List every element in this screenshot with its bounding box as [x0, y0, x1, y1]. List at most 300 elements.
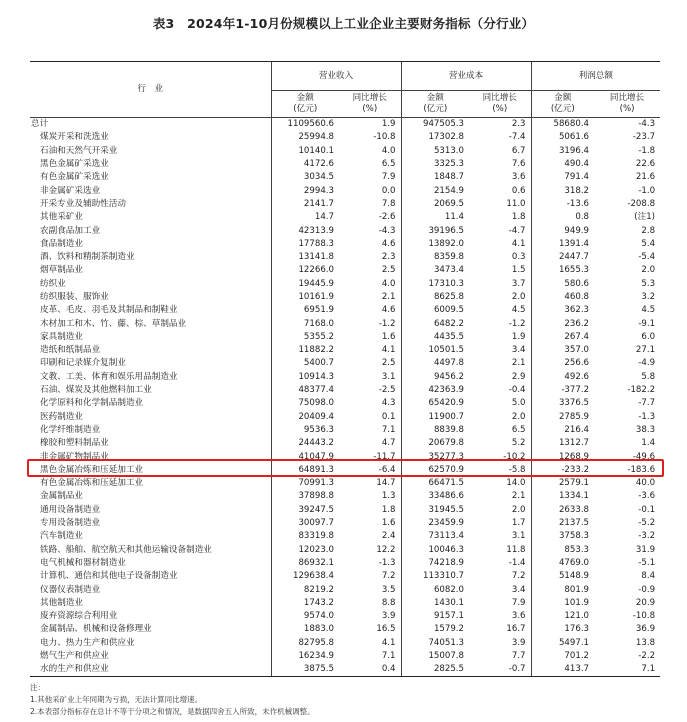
cell-name: 其他制造业: [40, 597, 83, 608]
cell-cost-g: -5.8: [508, 464, 526, 475]
cell-rev-g: -2.6: [378, 212, 396, 223]
cell-cost-g: 3.4: [511, 345, 526, 356]
cell-profit-g: -5.4: [638, 252, 656, 263]
cell-rev: 12266.0: [271, 264, 339, 277]
cell-profit: 318.2: [531, 184, 594, 197]
cost-growth-header: 同比增长 (%): [469, 91, 531, 118]
cost-amount-header: 金额 (亿元): [401, 91, 469, 118]
cell-name: 皮革、毛皮、羽毛及其制品和制鞋业: [40, 305, 178, 316]
cell-cost-g: 3.6: [511, 611, 526, 622]
table-body: [30, 118, 660, 677]
cell-cost: 947505.3: [401, 118, 469, 132]
cell-profit-g: 40.0: [635, 478, 656, 489]
table-row: [30, 517, 660, 530]
cell-name: 汽车制造业: [40, 531, 83, 542]
cell-profit: -377.2: [531, 384, 594, 397]
cell-cost-g: 1.7: [511, 518, 526, 529]
table-row: [30, 211, 660, 224]
table-row: [30, 278, 660, 291]
table-row: [30, 304, 660, 317]
cell-cost-g: 4.1: [511, 238, 526, 249]
cell-rev: 25994.8: [271, 131, 339, 144]
table-row: [30, 411, 660, 424]
cell-name: 烟草制品业: [40, 265, 83, 276]
cell-cost-g: -10.2: [503, 451, 526, 462]
table-row: [30, 530, 660, 543]
cell-cost: 10046.3: [401, 544, 469, 557]
cost-header: 营业成本: [401, 62, 531, 91]
footnote-label: 注：: [30, 683, 45, 692]
cell-cost-g: 6.5: [511, 424, 526, 435]
cell-rev-g: 4.0: [381, 278, 396, 289]
cell-rev: 2141.7: [271, 198, 339, 211]
cell-profit: 701.2: [531, 650, 594, 663]
cell-rev-g: 1.3: [381, 491, 396, 502]
cell-rev-g: 2.4: [381, 531, 396, 542]
cell-cost-g: 0.3: [511, 252, 526, 263]
cell-rev-g: 3.1: [381, 371, 396, 382]
cell-profit: 2785.9: [531, 411, 594, 424]
cell-cost-g: 3.6: [511, 172, 526, 183]
cell-rev: 129638.4: [271, 570, 339, 583]
cell-profit: 853.3: [531, 544, 594, 557]
cell-rev-g: 1.6: [381, 331, 396, 342]
cell-name: 造纸和纸制品业: [40, 345, 101, 356]
cell-profit-g: 13.8: [635, 637, 656, 648]
cell-profit-g: -0.1: [638, 504, 656, 515]
cell-rev: 11882.2: [271, 344, 339, 357]
cell-profit: 2579.1: [531, 477, 594, 490]
cell-rev-g: 14.7: [376, 478, 396, 489]
cell-rev: 19445.9: [271, 278, 339, 291]
cell-rev-g: 8.8: [381, 597, 396, 608]
cell-profit-g: -3.2: [638, 531, 656, 542]
cell-rev-g: 1.8: [381, 504, 396, 515]
cell-name: 化学原料和化学制品制造业: [40, 398, 144, 409]
cell-cost-g: 7.7: [511, 651, 526, 662]
cell-profit-g: 20.9: [635, 597, 656, 608]
cell-name: 有色金属矿采选业: [40, 172, 109, 183]
cell-cost: 1848.7: [401, 171, 469, 184]
cell-cost: 10501.5: [401, 344, 469, 357]
cell-rev-g: -4.3: [378, 225, 396, 236]
cell-cost-g: 14.0: [506, 478, 526, 489]
cell-rev: 75098.0: [271, 397, 339, 410]
cell-name: 金属制品业: [40, 491, 83, 502]
profit-amount-header: 金额 (亿元): [531, 91, 594, 118]
cell-rev: 6951.9: [271, 304, 339, 317]
cell-profit: 2633.8: [531, 504, 594, 517]
cell-rev: 9574.0: [271, 610, 339, 623]
table-row: [30, 610, 660, 623]
cell-rev: 10161.9: [271, 291, 339, 304]
cell-rev: 24443.2: [271, 437, 339, 450]
cell-cost: 42363.9: [401, 384, 469, 397]
cell-profit-g: -1.3: [638, 411, 656, 422]
revenue-growth-header: 同比增长 (%): [339, 91, 401, 118]
cell-profit-g: -4.3: [638, 119, 656, 130]
table-row: [30, 437, 660, 450]
cell-profit: 2137.5: [531, 517, 594, 530]
cell-cost: 1579.2: [401, 623, 469, 636]
cell-rev-g: -2.5: [378, 385, 396, 396]
cell-profit: 1334.1: [531, 490, 594, 503]
cell-profit: 801.9: [531, 583, 594, 596]
cell-rev-g: 4.6: [381, 238, 396, 249]
cell-cost: 11.4: [401, 211, 469, 224]
cell-name: 文教、工美、体育和娱乐用品制造业: [40, 371, 178, 382]
cell-rev: 82795.8: [271, 637, 339, 650]
cell-name: 橡胶和塑料制品业: [40, 438, 109, 449]
cell-rev: 16234.9: [271, 650, 339, 663]
profit-header: 利润总额: [531, 62, 660, 91]
cell-profit: 949.9: [531, 224, 594, 237]
cell-rev-g: -11.7: [373, 451, 396, 462]
cell-cost-g: -4.7: [508, 225, 526, 236]
cell-cost: 31945.5: [401, 504, 469, 517]
cell-rev-g: 6.5: [381, 159, 396, 170]
cell-profit-g: -182.2: [627, 385, 656, 396]
cell-cost: 2825.5: [401, 663, 469, 677]
cell-profit-g: 21.6: [635, 172, 656, 183]
cell-rev-g: -10.8: [373, 132, 396, 143]
cell-name: 石油、煤炭及其他燃料加工业: [40, 385, 152, 396]
cell-profit-g: -1.8: [638, 145, 656, 156]
table-row: [30, 238, 660, 251]
table-row: [30, 118, 660, 132]
cell-rev: 10140.1: [271, 145, 339, 158]
cell-cost-g: 16.7: [506, 624, 526, 635]
table-row: [30, 477, 660, 490]
cell-profit-g: 22.6: [635, 159, 656, 170]
cell-cost-g: 2.0: [511, 411, 526, 422]
cell-cost-g: 3.1: [511, 531, 526, 542]
cell-cost: 11900.7: [401, 411, 469, 424]
cell-profit-g: -208.8: [627, 198, 656, 209]
cell-profit-g: -1.0: [638, 185, 656, 196]
cell-profit: 216.4: [531, 424, 594, 437]
cell-profit: 176.3: [531, 623, 594, 636]
cell-rev: 5400.7: [271, 357, 339, 370]
cell-cost: 62570.9: [401, 464, 469, 477]
cell-name: 计算机、通信和其他电子设备制造业: [40, 571, 178, 582]
cell-cost: 13892.0: [401, 238, 469, 251]
cell-name: 食品制造业: [40, 238, 83, 249]
cell-rev-g: 4.1: [381, 345, 396, 356]
cell-cost-g: -7.4: [508, 132, 526, 143]
cell-rev-g: 0.0: [381, 185, 396, 196]
cell-cost-g: -1.4: [508, 557, 526, 568]
cell-profit-g: 8.4: [641, 571, 656, 582]
cell-cost: 39196.5: [401, 224, 469, 237]
cell-cost-g: 4.5: [511, 305, 526, 316]
cell-cost: 20679.8: [401, 437, 469, 450]
table-row: [30, 597, 660, 610]
cell-cost: 17310.3: [401, 278, 469, 291]
cell-cost: 6482.2: [401, 317, 469, 330]
table-row: [30, 317, 660, 330]
cell-profit-g: -10.8: [632, 611, 656, 622]
cell-rev: 86932.1: [271, 557, 339, 570]
footnotes: [30, 682, 315, 718]
cell-name: 家具制造业: [40, 331, 83, 342]
cell-name: 总计: [31, 119, 49, 130]
cell-rev-g: 4.1: [381, 637, 396, 648]
cell-cost-g: 2.9: [511, 371, 526, 382]
cell-rev-g: 1.6: [381, 518, 396, 529]
cell-name: 有色金属冶炼和压延加工业: [40, 478, 144, 489]
table-row: [30, 650, 660, 663]
cell-rev: 8219.2: [271, 583, 339, 596]
cell-profit-g: 5.8: [641, 371, 656, 382]
cell-name: 农副食品加工业: [40, 225, 101, 236]
cell-cost-g: 11.8: [506, 544, 526, 555]
cell-cost-g: 1.5: [511, 265, 526, 276]
cell-profit-g: -49.6: [632, 451, 656, 462]
cell-cost-g: 7.2: [511, 571, 526, 582]
cell-name: 燃气生产和供应业: [40, 651, 109, 662]
cell-name: 电气机械和器材制造业: [40, 557, 126, 568]
cell-profit: 413.7: [531, 663, 594, 677]
table-row: [30, 424, 660, 437]
cell-profit: 460.8: [531, 291, 594, 304]
cell-name: 医药制造业: [40, 411, 83, 422]
cell-profit-g: -5.2: [638, 518, 656, 529]
cell-name: 木材加工和木、竹、藤、棕、草制品业: [40, 318, 187, 329]
cell-rev: 30097.7: [271, 517, 339, 530]
table-row: [30, 158, 660, 171]
cell-rev-g: 4.6: [381, 305, 396, 316]
cell-cost: 3325.3: [401, 158, 469, 171]
table-row: [30, 131, 660, 144]
cell-profit: -233.2: [531, 464, 594, 477]
cell-rev-g: 16.5: [376, 624, 396, 635]
cell-cost-g: -1.2: [508, 318, 526, 329]
cell-cost-g: 7.6: [511, 159, 526, 170]
cell-profit-g: 7.1: [594, 663, 660, 677]
cell-cost: 33486.6: [401, 490, 469, 503]
cell-cost-g: 1.8: [511, 212, 526, 223]
cell-name: 水的生产和供应业: [30, 663, 271, 677]
cell-profit: 362.3: [531, 304, 594, 317]
table-row: [30, 184, 660, 197]
cell-profit-g: -7.7: [638, 398, 656, 409]
profit-growth-header: 同比增长 (%): [594, 91, 660, 118]
cell-name: 铁路、船舶、航空航天和其他运输设备制造业: [40, 544, 212, 555]
cell-name: 开采专业及辅助性活动: [40, 198, 126, 209]
cell-cost: 74218.9: [401, 557, 469, 570]
cell-rev: 4172.6: [271, 158, 339, 171]
cell-rev: 1109560.6: [271, 118, 339, 132]
cell-cost: 8625.8: [401, 291, 469, 304]
cell-name: 纺织业: [40, 278, 66, 289]
cell-rev: 2994.3: [271, 184, 339, 197]
cell-cost: 15007.8: [401, 650, 469, 663]
cell-rev-g: 4.0: [381, 145, 396, 156]
cell-rev: 20409.4: [271, 411, 339, 424]
cell-cost: 17302.8: [401, 131, 469, 144]
cell-cost: 1430.1: [401, 597, 469, 610]
cell-profit: 3196.4: [531, 145, 594, 158]
cell-profit-g: -23.7: [632, 132, 656, 143]
cell-cost-g: -0.4: [508, 385, 526, 396]
cell-name: 纺织服装、服饰业: [40, 292, 109, 302]
cell-profit-g: -9.1: [638, 318, 656, 329]
cell-cost: 6009.5: [401, 304, 469, 317]
table-row: [30, 251, 660, 264]
cell-name: 金属制品、机械和设备修理业: [40, 624, 152, 635]
footnote-2: 2.本表部分指标存在总计不等于分项之和情况，是数据四舍五入所致，未作机械调整。: [30, 707, 315, 716]
cell-rev: 3034.5: [271, 171, 339, 184]
cell-name: 印刷和记录媒介复制业: [40, 358, 126, 369]
revenue-amount-header: 金额 (亿元): [271, 91, 339, 118]
cell-rev: 64891.3: [271, 464, 339, 477]
cell-name: 专用设备制造业: [40, 518, 101, 529]
cell-cost: 65420.9: [401, 397, 469, 410]
table-row: [30, 371, 660, 384]
cell-profit-g: -2.2: [638, 651, 656, 662]
cell-cost: 8359.8: [401, 251, 469, 264]
cell-cost-g: -0.7: [469, 663, 531, 677]
table-row: [30, 490, 660, 503]
cell-cost-g: 3.9: [511, 637, 526, 648]
cell-rev-g: 7.1: [381, 651, 396, 662]
cell-name: 仪器仪表制造业: [40, 584, 101, 595]
cell-profit-g: 5.3: [641, 278, 656, 289]
cell-cost: 2154.9: [401, 184, 469, 197]
cell-rev: 1743.2: [271, 597, 339, 610]
cell-rev-g: 12.2: [376, 544, 396, 555]
table-row: [30, 663, 660, 677]
cell-rev: 12023.0: [271, 544, 339, 557]
cell-rev-g: 3.5: [381, 584, 396, 595]
cell-profit: 58680.4: [531, 118, 594, 132]
table-row: [30, 623, 660, 636]
cell-cost: 66471.5: [401, 477, 469, 490]
cell-rev: 48377.4: [271, 384, 339, 397]
cell-cost-g: 1.9: [511, 331, 526, 342]
cell-profit: 236.2: [531, 317, 594, 330]
cell-profit: 4769.0: [531, 557, 594, 570]
table-row: [30, 145, 660, 158]
cell-cost-g: 11.0: [506, 198, 526, 209]
cell-name: 电力、热力生产和供应业: [40, 637, 135, 648]
cell-profit: 580.6: [531, 278, 594, 291]
cell-profit: 101.9: [531, 597, 594, 610]
cell-cost: 74051.3: [401, 637, 469, 650]
cell-name: 黑色金属矿采选业: [40, 159, 109, 170]
cell-name: 非金属矿采选业: [40, 185, 101, 196]
table-row: [30, 544, 660, 557]
cell-profit: 267.4: [531, 331, 594, 344]
cell-profit-g: -4.9: [638, 358, 656, 369]
cell-rev: 7168.0: [271, 317, 339, 330]
cell-profit: 5497.1: [531, 637, 594, 650]
cell-rev-g: 7.1: [381, 424, 396, 435]
cell-cost-g: 3.7: [511, 278, 526, 289]
cell-profit: 121.0: [531, 610, 594, 623]
cell-profit: 2447.7: [531, 251, 594, 264]
cell-profit-g: 27.1: [635, 345, 656, 356]
cell-profit-g: 2.0: [641, 265, 656, 276]
cell-profit: 0.8: [531, 211, 594, 224]
cell-cost: 4435.5: [401, 331, 469, 344]
cell-rev: 17788.3: [271, 238, 339, 251]
cell-rev-g: -1.3: [378, 557, 396, 568]
cell-rev-g: 4.7: [381, 438, 396, 449]
cell-rev: 39247.5: [271, 504, 339, 517]
cell-cost-g: 2.3: [511, 119, 526, 130]
cell-profit-g: 36.9: [635, 624, 656, 635]
footnote-1: 1.其他采矿业上年同期为亏损，无法计算同比增速。: [30, 695, 203, 704]
cell-profit-g: -5.1: [638, 557, 656, 568]
cell-cost-g: 7.9: [511, 597, 526, 608]
cell-profit-g: -183.6: [627, 464, 656, 475]
cell-rev-g: 0.4: [339, 663, 401, 677]
cell-rev: 3875.5: [271, 663, 339, 677]
cell-rev-g: 3.9: [381, 611, 396, 622]
cell-rev-g: 2.1: [381, 292, 396, 302]
cell-profit-g: 1.4: [641, 438, 656, 449]
cell-cost: 5313.0: [401, 145, 469, 158]
cell-name: 其他采矿业: [40, 212, 83, 223]
cell-name: 黑色金属冶炼和压延加工业: [40, 464, 144, 475]
cell-profit-g: 5.4: [641, 238, 656, 249]
table-row: [30, 224, 660, 237]
cell-cost-g: 6.7: [511, 145, 526, 156]
cell-profit: 1655.3: [531, 264, 594, 277]
cell-rev-g: 2.5: [381, 265, 396, 276]
cell-cost-g: 2.1: [511, 491, 526, 502]
cell-profit-g: -3.6: [638, 491, 656, 502]
cell-profit: 1391.4: [531, 238, 594, 251]
cell-cost: 3473.4: [401, 264, 469, 277]
table-row: [30, 504, 660, 517]
cell-cost: 9456.2: [401, 371, 469, 384]
cell-profit-g: 2.8: [641, 225, 656, 236]
cell-profit: 1312.7: [531, 437, 594, 450]
cell-cost-g: 2.1: [511, 358, 526, 369]
cell-rev-g: 4.3: [381, 398, 396, 409]
cell-profit-g: 3.2: [641, 292, 656, 302]
cell-rev: 13141.8: [271, 251, 339, 264]
cell-profit: 357.0: [531, 344, 594, 357]
table-row: [30, 171, 660, 184]
table-row: [30, 637, 660, 650]
financial-table: [30, 61, 660, 677]
cell-profit: 5148.9: [531, 570, 594, 583]
cell-name: 通用设备制造业: [40, 504, 101, 515]
cell-rev-g: 2.5: [381, 358, 396, 369]
cell-name: 石油和天然气开采业: [40, 145, 118, 156]
cell-profit: 5061.6: [531, 131, 594, 144]
cell-profit-g: 31.9: [635, 544, 656, 555]
cell-rev-g: 7.2: [381, 571, 396, 582]
cell-rev-g: -1.2: [378, 318, 396, 329]
cell-cost: 113310.7: [401, 570, 469, 583]
cell-rev-g: 7.9: [381, 172, 396, 183]
cell-profit: 3758.3: [531, 530, 594, 543]
cell-cost: 2069.5: [401, 198, 469, 211]
cell-cost-g: 5.0: [511, 398, 526, 409]
cell-cost-g: 2.0: [511, 292, 526, 302]
table-row: [30, 291, 660, 304]
cell-cost: 23459.9: [401, 517, 469, 530]
cell-rev: 83319.8: [271, 530, 339, 543]
table-row: [30, 264, 660, 277]
cell-cost-g: 3.4: [511, 584, 526, 595]
cell-profit: 492.6: [531, 371, 594, 384]
